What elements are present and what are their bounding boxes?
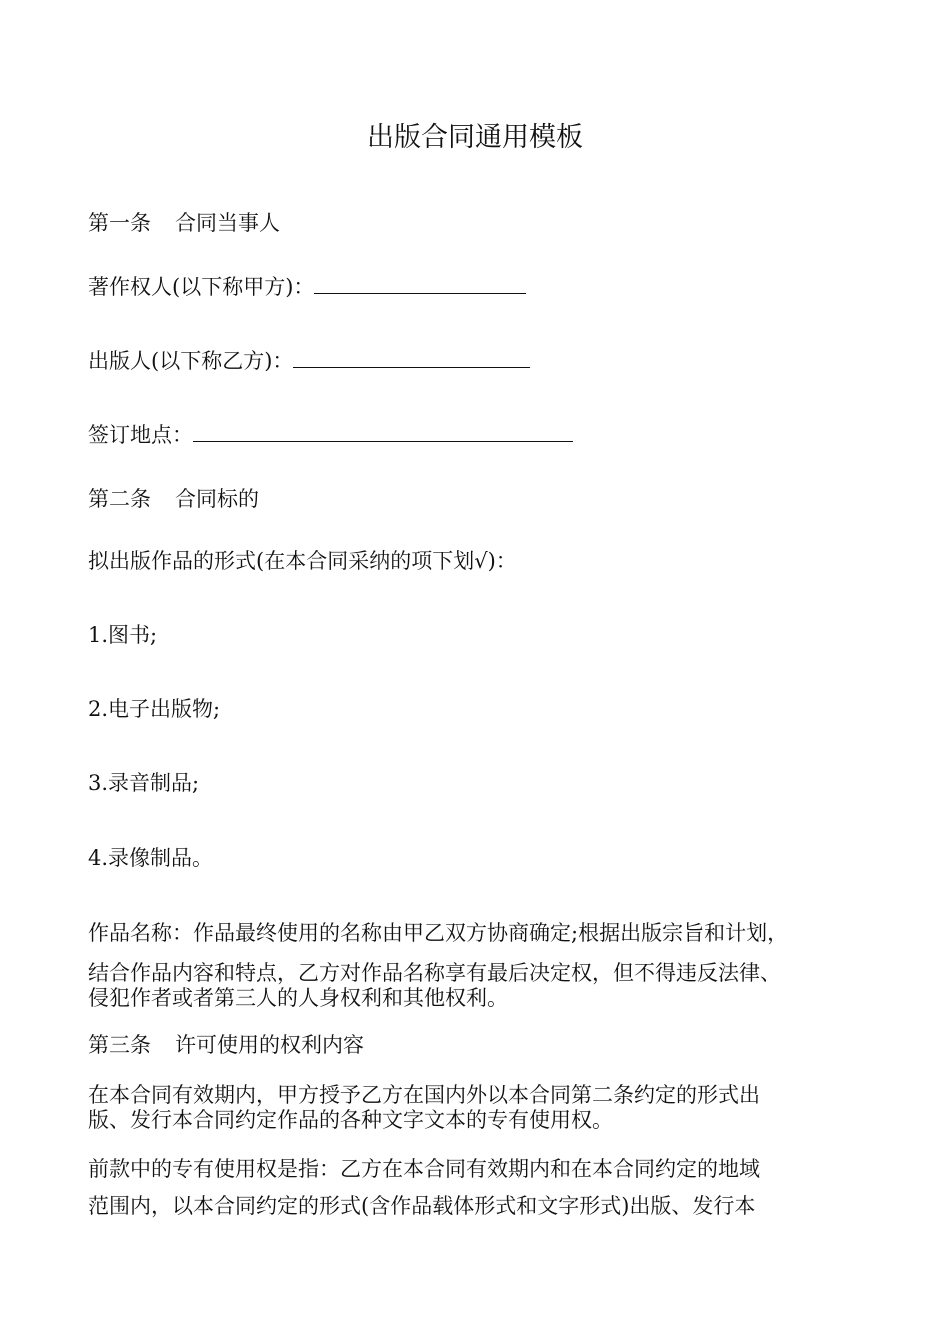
article-heading: 合同当事人 [175,211,280,235]
signing-place-blank[interactable] [193,423,573,442]
exclusive-right-line: 范围内，以本合同约定的形式(含作品载体形式和文字形式)出版、发行本 [88,1194,756,1218]
article-3-heading [88,1032,868,1058]
document-title: 出版合同通用模板 [367,122,583,153]
article-1-heading [88,210,868,236]
signing-place-line [88,422,868,448]
work-name-line: 结合作品内容和特点，乙方对作品名称享有最后决定权，但不得违反法律、 [88,961,781,985]
article-2-heading [88,486,868,512]
party-a-line [88,274,868,300]
article-heading: 许可使用的权利内容 [175,1033,364,1057]
work-name-line: 作品名称：作品最终使用的名称由甲乙双方协商确定;根据出版宗旨和计划， [88,921,789,945]
party-a-label: 著作权人(以下称甲方)： [88,275,315,299]
form-item: 3.录音制品; [88,771,200,795]
license-line: 在本合同有效期内，甲方授予乙方在国内外以本合同第二条约定的形式出 [88,1083,760,1107]
article-number: 第二条 [88,487,151,511]
signing-place-label: 签订地点： [88,423,193,447]
work-name-line: 侵犯作者或者第三人的人身权利和其他权利。 [88,986,508,1010]
form-item: 1.图书; [88,623,158,647]
exclusive-right-line: 前款中的专有使用权是指：乙方在本合同有效期内和在本合同约定的地域 [88,1157,760,1181]
party-b-label: 出版人(以下称乙方)： [88,349,294,373]
article-heading: 合同标的 [175,487,259,511]
article-number: 第三条 [88,1033,151,1057]
forms-intro: 拟出版作品的形式(在本合同采纳的项下划√)： [88,549,517,573]
form-item: 4.录像制品。 [88,846,214,870]
party-b-blank[interactable] [293,349,530,368]
article-number: 第一条 [88,211,151,235]
license-line: 版、发行本合同约定作品的各种文字文本的专有使用权。 [88,1108,613,1132]
party-b-line [88,348,868,374]
party-a-blank[interactable] [314,275,526,294]
form-item: 2.电子出版物; [88,697,221,721]
